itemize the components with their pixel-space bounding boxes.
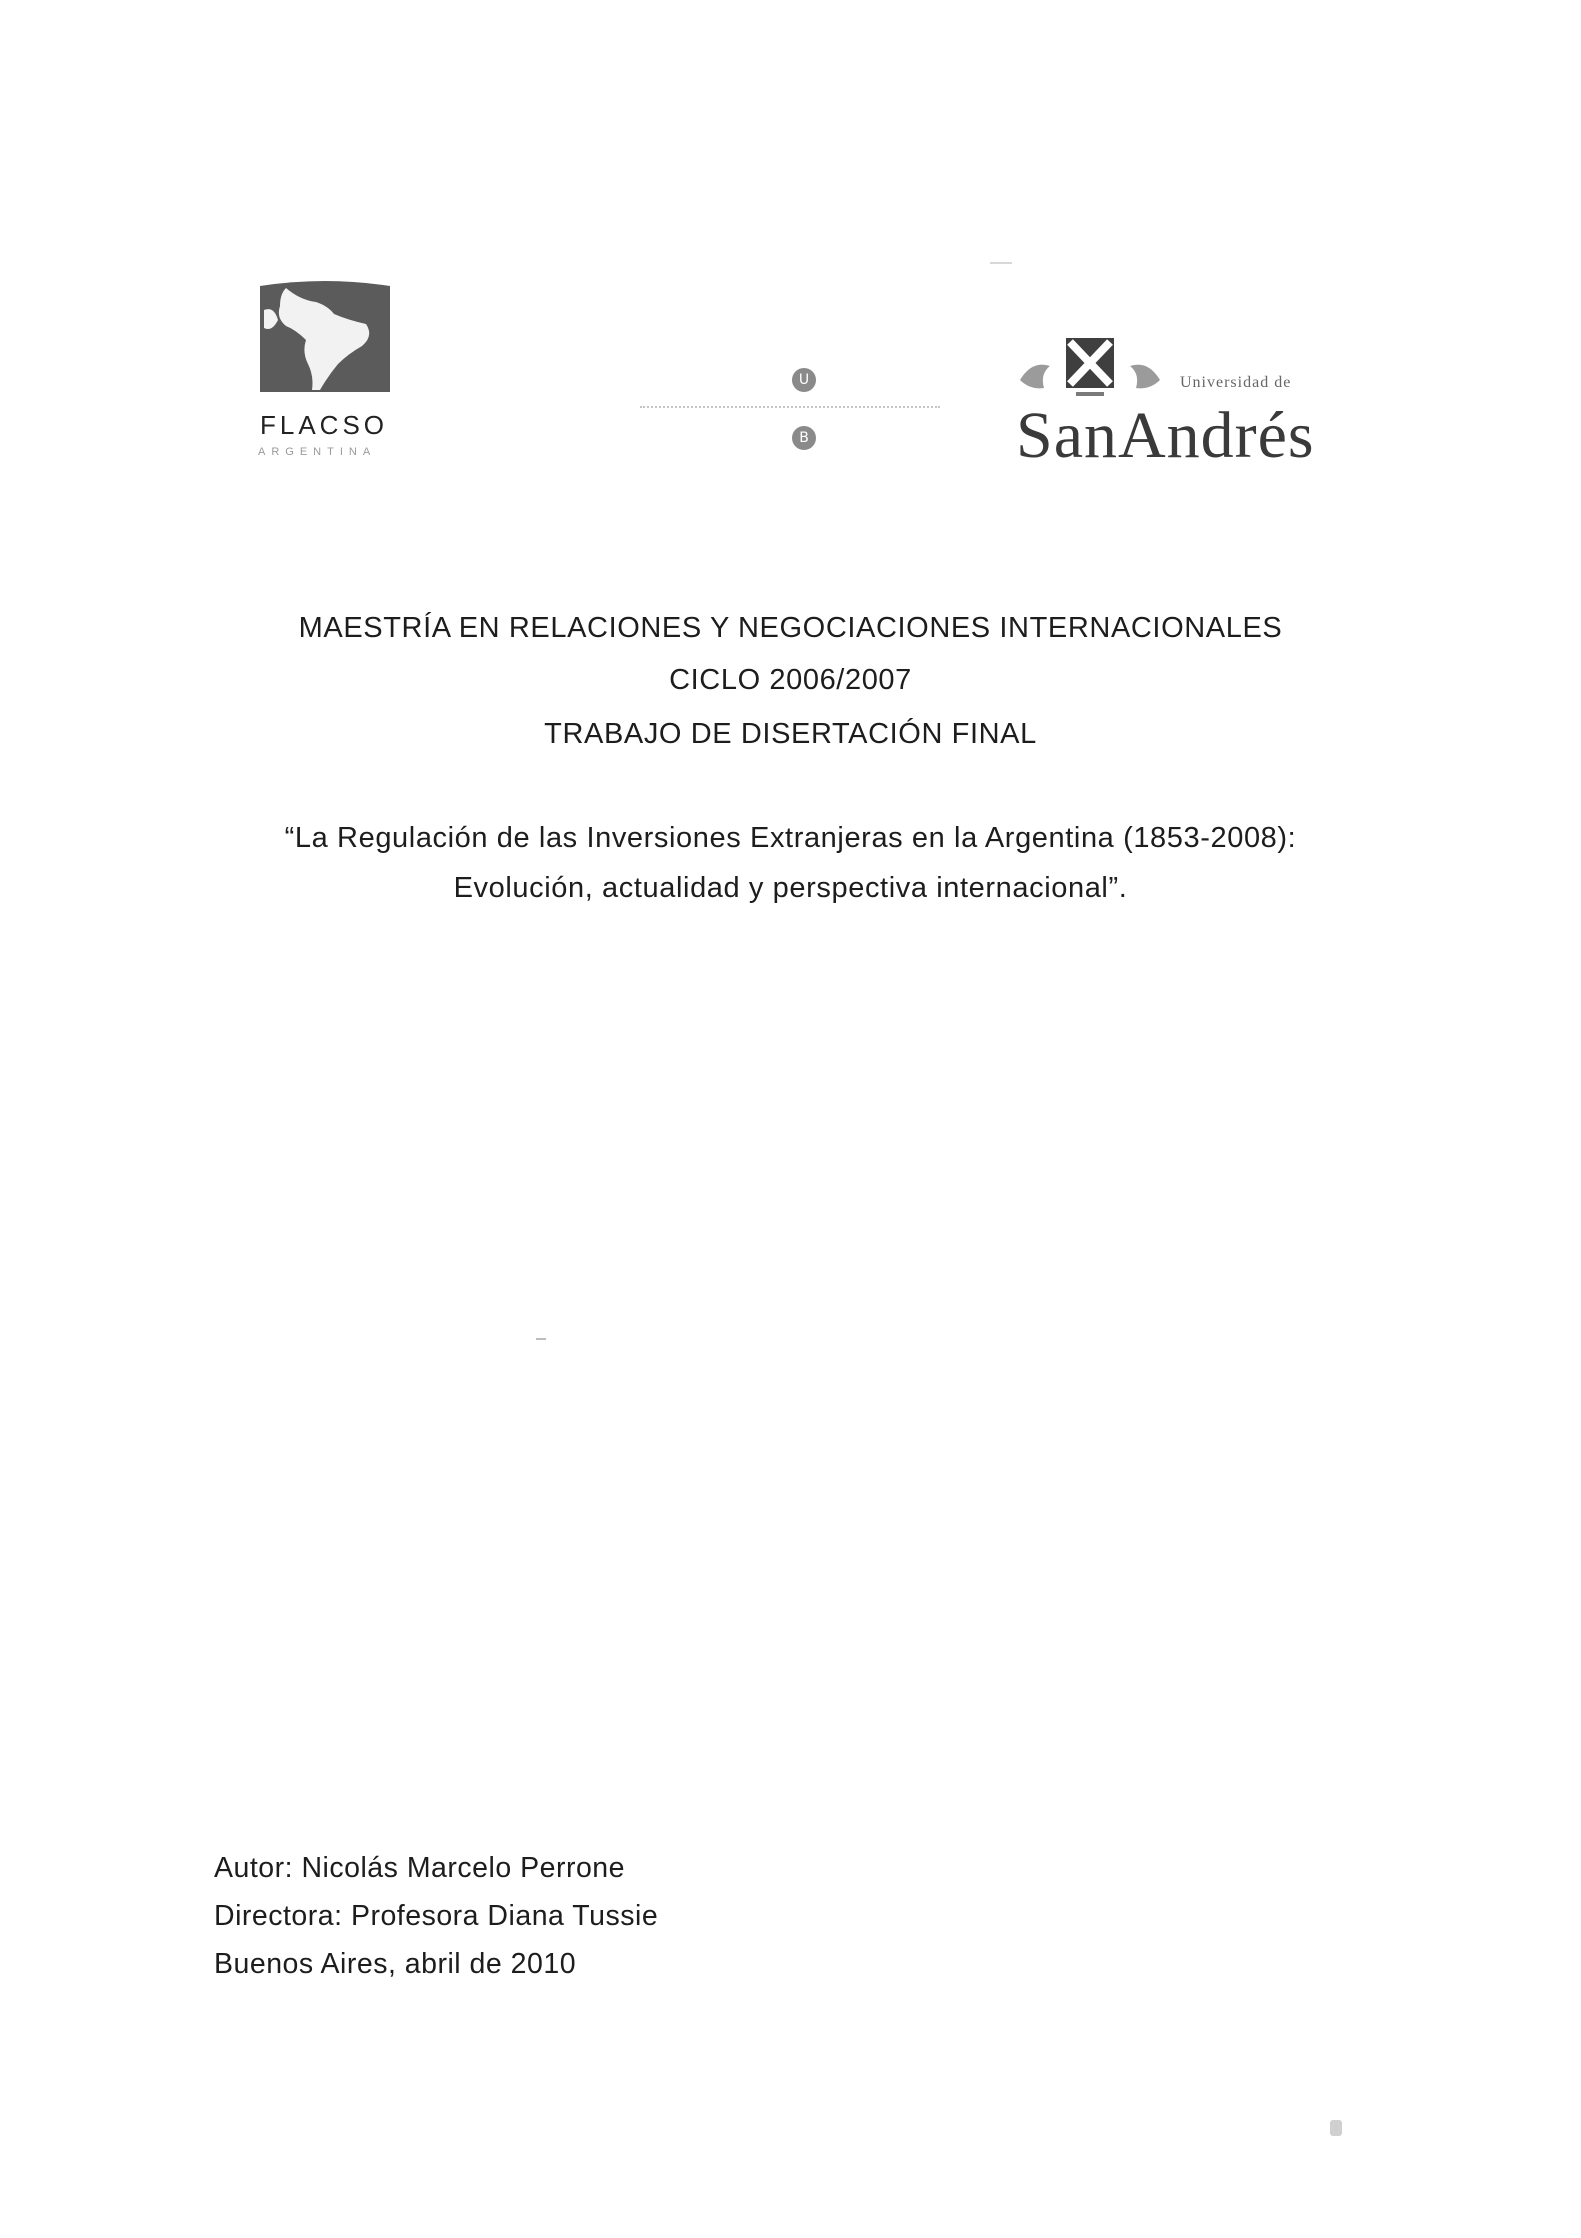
- cycle-heading: [0, 664, 1581, 697]
- thesis-title-line-1: [0, 822, 1581, 855]
- program-name: MAESTRÍA EN RELACIONES Y NEGOCIACIONES INTERNACIONALES: [298, 612, 1283, 644]
- faded-divider: [640, 406, 940, 408]
- university-name: SanAndrés: [1016, 399, 1315, 472]
- place-date-line: Buenos Aires, abril de 2010: [214, 1948, 577, 1980]
- title-text-2: Evolución, actualidad y perspectiva internacional”.: [453, 872, 1128, 904]
- program-heading: [0, 612, 1581, 645]
- badge-bottom-icon: B: [792, 426, 816, 450]
- director-line: Directora: Profesora Diana Tussie: [214, 1900, 659, 1932]
- america-map-icon: [256, 280, 394, 398]
- center-institution-logo: [640, 368, 940, 458]
- scan-speck: [536, 1338, 546, 1340]
- badge-top-icon: U: [792, 368, 816, 392]
- scan-speck: [990, 262, 1012, 264]
- author-block: [214, 1844, 658, 1988]
- san-andres-logo: [1010, 330, 1315, 472]
- author-line: Autor: Nicolás Marcelo Perrone: [214, 1852, 625, 1884]
- work-type-text: TRABAJO DE DISERTACIÓN FINAL: [544, 718, 1037, 750]
- scan-speck: [1330, 2120, 1342, 2136]
- work-type-heading: [0, 718, 1581, 751]
- flacso-logo: [256, 280, 406, 458]
- title-text-1: “La Regulación de las Inversiones Extranjeras en la Argentina (1853-2008):: [284, 822, 1297, 854]
- flacso-subtitle: ARGENTINA: [258, 446, 377, 458]
- flacso-name: FLACSO: [260, 410, 389, 440]
- thesis-title-line-2: [0, 872, 1581, 905]
- university-prefix: Universidad de: [1180, 374, 1292, 391]
- cycle-text: CICLO 2006/2007: [669, 664, 912, 696]
